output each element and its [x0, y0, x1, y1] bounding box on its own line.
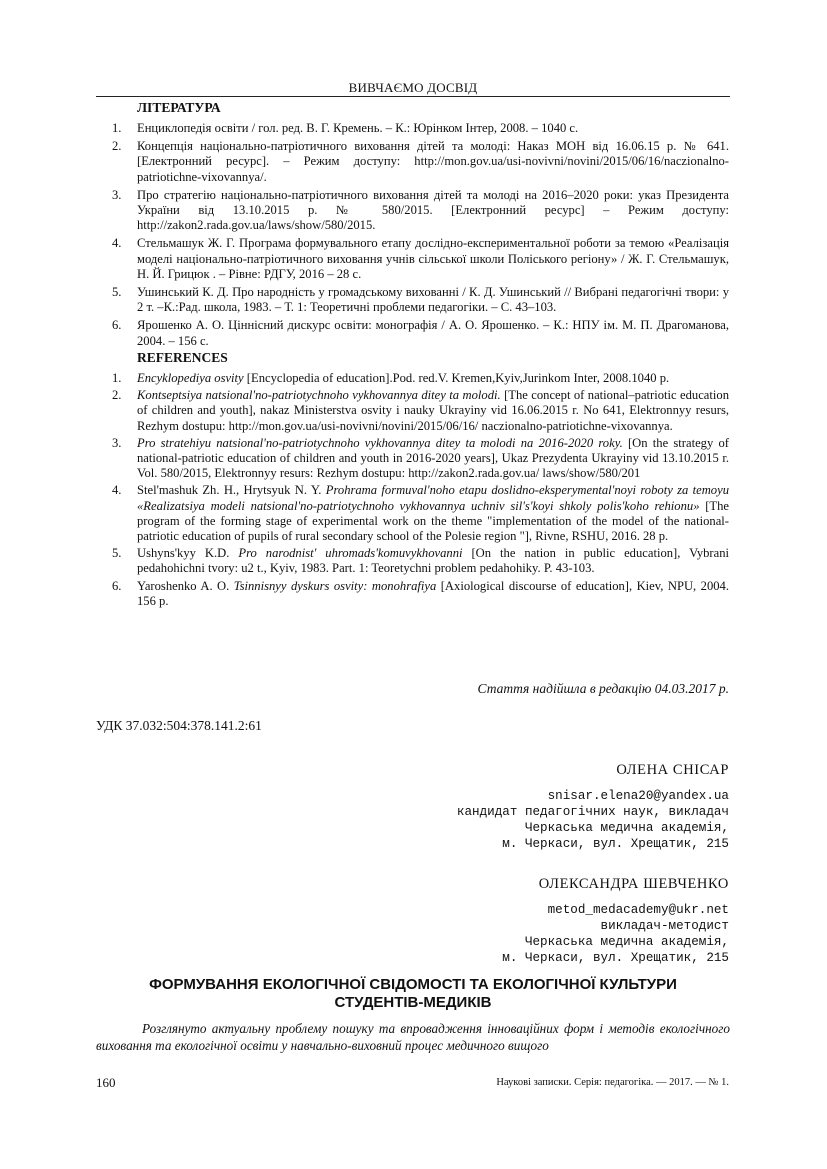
literature-item: 4. Стельмашук Ж. Г. Програма формувального етапу дослідно-експериментальної роботи за темою «Реалізація моделі національно-патріотичного виховання учнів сільської школи Поліського регіону» / Ж. Г. Стельмашук, Н. Й. Грицюк . – Рівне: РДГУ, 2016 – 28 с.: [112, 236, 729, 281]
literature-item: 5. Ушинський К. Д. Про народність у громадському вихованні / К. Д. Ушинський // Вибрані педагогічні твори: у 2 т. –К.:Рад. школа, 1983. – Т. 1: Теоретичні проблеми педагогіки. – С. 43–103.: [112, 285, 729, 315]
header-rule: [96, 96, 730, 97]
author-email[interactable]: snisar.elena20@yandex.ua: [547, 789, 729, 803]
literature-item: 2. Концепція національно-патріотичного виховання дітей та молоді: Наказ МОН від 16.06.15 р. № 641. [Електронний ресурс]. – Режим доступу: http://mon.gov.ua/usi-novivni/novini/2015/06/16/naczionalno-patriotichne-vixovannya/.: [112, 139, 729, 184]
udk-code: УДК 37.032:504:378.141.2:61: [96, 718, 262, 733]
running-header: ВИВЧАЄМО ДОСВІД: [348, 80, 478, 95]
references-list: [96, 371, 729, 611]
reference-item: 1. Encyklopediya osvity [Encyclopedia of education].Pod. red.V. Kremen,Kyiv,Jurinkom Inter, 2008.1040 p.: [112, 371, 670, 385]
author-institution: Черкаська медична академія,: [524, 821, 729, 835]
author-email[interactable]: metod_medacademy@ukr.net: [547, 903, 729, 917]
article-abstract: Розглянуто актуальну проблему пошуку та впровадження інноваційних форм і методів екологічного виховання та екологічної освіти у навчально-виховний процес медичного вищого: [96, 1021, 730, 1053]
article-title-line: ФОРМУВАННЯ ЕКОЛОГІЧНОЇ СВІДОМОСТІ ТА ЕКОЛОГІЧНОЇ КУЛЬТУРИ: [149, 976, 677, 993]
received-note: Стаття надійшла в редакцію 04.03.2017 р.: [477, 681, 729, 696]
author-name: ОЛЕКСАНДРА ШЕВЧЕНКО: [538, 876, 729, 892]
literature-item: 1. Енциклопедія освіти / гол. ред. В. Г. Кремень. – К.: Юрінком Інтер, 2008. – 1040 с.: [112, 121, 579, 135]
journal-footer: Наукові записки. Серія: педагогіка. — 2017. — № 1.: [496, 1077, 729, 1088]
reference-item: 4. Stel'mashuk Zh. H., Hrytsyuk N. Y. Prohrama formuval'noho etapu doslidno-eksperymental'noyi roboty za temoyu «Realizatsiya modeli natsional'no-patriotychnoho vykhovannya uchniv sil's'koyi shkoly polis'koho rehionu» [The program of the forming stage of experimental work on the theme "implementation of the model of the national-patriotic education of pupils of rural secondary school of the Polesie region "], Rivne, RSHU, 2016. 28 p.: [112, 483, 729, 544]
article-title: [96, 976, 730, 1012]
author-position: викладач-методист: [600, 919, 729, 933]
article-title-line: СТУДЕНТІВ-МЕДИКІВ: [334, 994, 492, 1011]
literature-item: 6. Ярошенко А. О. Ціннісний дискурс освіти: монографія / А. О. Ярошенко. – К.: НПУ ім. М. П. Драгоманова, 2004. – 156 с.: [112, 318, 729, 348]
author-block: [229, 762, 729, 852]
reference-item: 6. Yaroshenko A. O. Tsinnisnyy dyskurs osvity: monohrafiya [Axiological discourse of education], Kiev, NPU, 2004. 156 p.: [112, 578, 729, 608]
author-address: м. Черкаси, вул. Хрещатик, 215: [502, 837, 729, 851]
author-name: ОЛЕНА СНІСАР: [616, 762, 729, 778]
literature-item: 3. Про стратегію національно-патріотичного виховання дітей та молоді на 2016–2020 роки: указ Президента України від 13.10.2015 р. № 580/2015. [Електронний ресурс] – Режим доступу: http://zakon2.rada.gov.ua/laws/show/580/2015.: [112, 187, 729, 233]
literature-list: [96, 121, 729, 352]
author-position: кандидат педагогічних наук, викладач: [456, 805, 729, 819]
literature-heading: ЛІТЕРАТУРА: [137, 100, 221, 115]
page-number: 160: [96, 1075, 116, 1090]
author-address: м. Черкаси, вул. Хрещатик, 215: [502, 951, 729, 965]
author-block: [229, 876, 729, 966]
reference-item: 3. Pro stratehiyu natsional'no-patriotychnoho vykhovannya ditey ta molodi na 2016-2020 roky. [On the strategy of national-patriotic education of children and youth in 2016-2020 years], Ukaz Prezydenta Ukrayiny vid 13.10.2015 r. Vol. 580/2015, Elektronnyy resurs: Rezhym dostupu: http://zakon2.rada.gov.ua/ laws/show/580/201: [112, 435, 730, 481]
reference-item: 2. Kontseptsiya natsional'no-patriotychnoho vykhovannya ditey ta molodi. [The concept of national–patriotic education of children and youth], nakaz Ministerstva osvity i nauky Ukrayiny vid 16.06.2015 r. No 641, Elektronnyy resurs, Rezhym dostupu: http://mon.gov.ua/usi-novivni/novini/2015/06/16/ naczionalno-patriotichne-vixovannya.: [112, 388, 729, 433]
reference-item: 5. Ushyns'kyy K.D. Pro narodnist' uhromads'komuvykhovanni [On the nation in public education], Vybrani pedahohichni tvory: u2 t., Kyiv, 1983. Part. 1: Teoretychni problem pedahohiky. P. 43-103.: [112, 546, 730, 576]
references-heading: REFERENCES: [137, 350, 228, 365]
author-institution: Черкаська медична академія,: [524, 935, 729, 949]
